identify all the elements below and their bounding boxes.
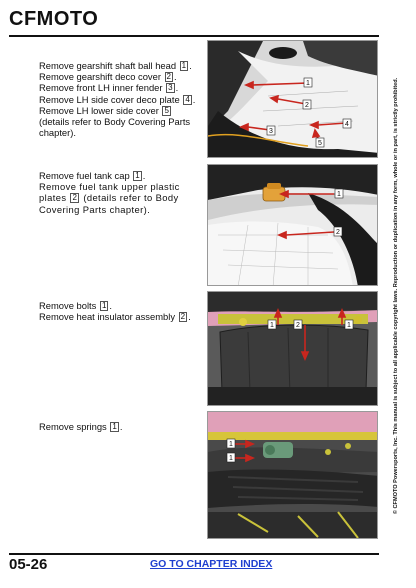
step-line: Remove fuel tank upper plastic plates 2 (details refer to Body Covering Parts chapter). bbox=[39, 181, 180, 215]
step-4-instructions bbox=[39, 421, 201, 432]
step-1-photo bbox=[207, 40, 378, 158]
callout-label: 2 bbox=[305, 102, 309, 109]
step-2-instructions bbox=[39, 170, 201, 215]
step-line: Remove gearshift deco cover 2 . bbox=[39, 71, 177, 83]
callout-label: 2 bbox=[336, 229, 340, 236]
header-rule bbox=[9, 35, 379, 37]
callout-label: 1 bbox=[229, 455, 233, 462]
step-4-photo bbox=[207, 411, 378, 539]
brand-logo: CFMOTO bbox=[9, 8, 99, 30]
step-line: Remove front LH inner fender 3 . bbox=[39, 82, 179, 94]
page-number: 05-26 bbox=[9, 556, 48, 573]
step-1-instructions bbox=[39, 60, 201, 138]
step-line: Remove LH lower side cover 5 (details refer to Body Covering Parts chapter). bbox=[39, 104, 191, 139]
callout-label: 4 bbox=[345, 121, 349, 128]
step-line: Remove heat insulator assembly 2 . bbox=[39, 311, 191, 323]
step-line: Remove bolts 1 . bbox=[39, 300, 112, 311]
callout-label: 1 bbox=[347, 322, 351, 329]
footer-rule bbox=[9, 553, 379, 555]
step-line: Remove gearshift shaft ball head 1 . bbox=[39, 60, 192, 71]
callout-label: 1 bbox=[270, 322, 274, 329]
callout-label: 1 bbox=[229, 441, 233, 448]
step-line: Remove springs 1 . bbox=[39, 421, 123, 432]
step-line: Remove fuel tank cap 1 . bbox=[39, 170, 146, 181]
step-line: Remove LH side cover deco plate 4 . bbox=[39, 93, 196, 105]
callout-label: 5 bbox=[318, 140, 322, 147]
copyright-notice: © CFMOTO Powersports, Inc. This manual is subject to all applicable copyright laws. Reproduction or duplication in any form, whole or in part, is strictly prohibited. bbox=[393, 77, 399, 514]
step-3-instructions bbox=[39, 300, 201, 322]
callout-label: 1 bbox=[306, 80, 310, 87]
go-to-chapter-index-link[interactable]: GO TO CHAPTER INDEX bbox=[150, 558, 273, 570]
step-2-photo bbox=[207, 164, 378, 286]
callout-label: 1 bbox=[337, 191, 341, 198]
callout-label: 3 bbox=[269, 128, 273, 135]
step-3-photo bbox=[207, 291, 378, 406]
callout-label: 2 bbox=[296, 322, 300, 329]
